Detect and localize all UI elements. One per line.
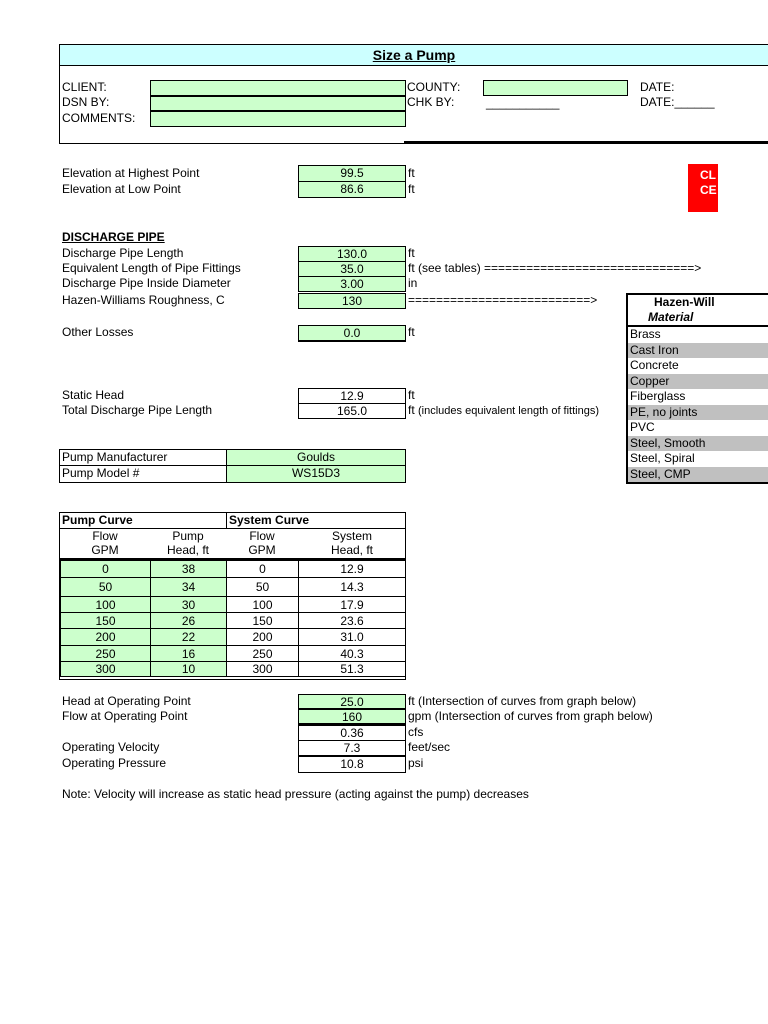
hazen-material-row: Concrete bbox=[628, 358, 768, 374]
velocity-unit: feet/sec bbox=[408, 740, 451, 754]
total-length-value: 165.0 bbox=[298, 403, 406, 419]
static-head-value: 12.9 bbox=[298, 388, 406, 404]
curve-cell: 250 bbox=[226, 645, 299, 662]
elev-high-label: Elevation at Highest Point bbox=[62, 166, 200, 180]
elev-high-input[interactable]: 99.5 bbox=[298, 165, 406, 182]
curve-cell: 23.6 bbox=[298, 612, 406, 629]
roughness-input[interactable]: 130 bbox=[298, 293, 406, 309]
curve-cell[interactable]: 10 bbox=[150, 661, 227, 677]
fittings-input[interactable]: 35.0 bbox=[298, 261, 406, 277]
curve-cell[interactable]: 100 bbox=[60, 596, 151, 613]
hazen-material-row: Steel, Spiral bbox=[628, 451, 768, 467]
flow-op-label: Flow at Operating Point bbox=[62, 709, 188, 723]
pressure-value: 10.8 bbox=[298, 756, 406, 773]
curve-cell[interactable]: 200 bbox=[60, 628, 151, 646]
total-length-note: (includes equivalent length of fittings) bbox=[418, 405, 600, 417]
date-label: DATE: bbox=[640, 80, 675, 94]
county-label: COUNTY: bbox=[407, 80, 461, 94]
client-input[interactable] bbox=[150, 80, 406, 96]
curve-table bbox=[59, 512, 406, 680]
hazen-material-row: Copper bbox=[628, 374, 768, 390]
other-losses-unit: ft bbox=[408, 325, 415, 339]
date2-label: DATE:______ bbox=[640, 95, 715, 109]
hazen-material-row: PVC bbox=[628, 420, 768, 436]
hazen-material-row: Fiberglass bbox=[628, 389, 768, 405]
cfs-unit: cfs bbox=[408, 725, 424, 739]
diameter-unit: in bbox=[408, 276, 418, 290]
hazen-material-row: Steel, CMP bbox=[628, 467, 768, 483]
curve-cell[interactable]: 0 bbox=[60, 560, 151, 578]
hazen-material-row: Steel, Smooth bbox=[628, 436, 768, 452]
pipe-length-label: Discharge Pipe Length bbox=[62, 246, 184, 260]
velocity-note: Note: Velocity will increase as static head pressure (acting against the pump) decreases bbox=[62, 787, 529, 801]
title-bar bbox=[60, 45, 768, 66]
curve-cell: 200 bbox=[226, 628, 299, 646]
col-flow-gpm-header: Flow GPM bbox=[91, 529, 119, 557]
curve-cell: 150 bbox=[226, 612, 299, 629]
diameter-input[interactable]: 3.00 bbox=[298, 276, 406, 292]
curve-title-divider-v bbox=[226, 513, 227, 528]
elev-low-unit: ft bbox=[408, 182, 415, 196]
hazen-material-row: Brass bbox=[628, 327, 768, 343]
curve-cell[interactable]: 30 bbox=[150, 596, 227, 613]
curve-cell: 31.0 bbox=[298, 628, 406, 646]
curve-cell: 300 bbox=[226, 661, 299, 677]
pump-model-label-cell bbox=[59, 465, 227, 483]
total-length-unit bbox=[408, 403, 599, 419]
pump-model-label: Pump Model # bbox=[62, 466, 140, 480]
dsn-label: DSN BY: bbox=[62, 95, 110, 109]
curve-cell: 14.3 bbox=[298, 577, 406, 597]
header-bottom-rule bbox=[404, 141, 768, 143]
fittings-unit: ft (see tables) ==============================> bbox=[408, 261, 702, 275]
head-op-unit: ft (Intersection of curves from graph below) bbox=[408, 694, 637, 708]
hazen-title: Hazen-Will bbox=[654, 295, 715, 309]
pump-curve-title: Pump Curve bbox=[62, 513, 133, 527]
pump-mfr-input[interactable]: Goulds bbox=[226, 449, 406, 466]
curve-cell[interactable]: 22 bbox=[150, 628, 227, 646]
elev-low-label: Elevation at Low Point bbox=[62, 182, 181, 196]
flow-op-unit: gpm (Intersection of curves from graph below) bbox=[408, 709, 653, 723]
roughness-label: Hazen-Williams Roughness, C bbox=[62, 293, 225, 307]
head-op-label: Head at Operating Point bbox=[62, 694, 191, 708]
head-op-input[interactable]: 25.0 bbox=[298, 694, 406, 710]
elev-low-input[interactable]: 86.6 bbox=[298, 181, 406, 198]
fittings-label: Equivalent Length of Pipe Fittings bbox=[62, 261, 241, 275]
other-losses-label: Other Losses bbox=[62, 325, 134, 339]
pipe-length-unit: ft bbox=[408, 246, 415, 260]
hazen-material-row: PE, no joints bbox=[628, 405, 768, 421]
velocity-label: Operating Velocity bbox=[62, 740, 160, 754]
col-system-head-header: System Head, ft bbox=[330, 529, 374, 557]
discharge-heading: DISCHARGE PIPE bbox=[62, 230, 165, 244]
hazen-material-row: Cast Iron bbox=[628, 343, 768, 359]
hazen-material-list bbox=[628, 327, 768, 482]
velocity-value: 7.3 bbox=[298, 740, 406, 756]
curve-cell[interactable]: 50 bbox=[60, 577, 151, 597]
dsn-input[interactable] bbox=[150, 96, 406, 111]
red-badge-line1: CL bbox=[700, 168, 716, 182]
comments-label: COMMENTS: bbox=[62, 111, 136, 125]
curve-cell[interactable]: 250 bbox=[60, 645, 151, 662]
chk-label: CHK BY: bbox=[407, 95, 455, 109]
red-badge-line2: CE bbox=[700, 183, 717, 197]
total-length-label: Total Discharge Pipe Length bbox=[62, 403, 213, 417]
other-losses-input[interactable]: 0.0 bbox=[298, 325, 406, 342]
curve-cell: 100 bbox=[226, 596, 299, 613]
comments-input[interactable] bbox=[150, 111, 406, 127]
elev-high-unit: ft bbox=[408, 166, 415, 180]
diameter-label: Discharge Pipe Inside Diameter bbox=[62, 276, 231, 290]
curve-cell[interactable]: 16 bbox=[150, 645, 227, 662]
flow-op-input[interactable]: 160 bbox=[298, 709, 406, 725]
client-label: CLIENT: bbox=[62, 80, 107, 94]
col-system-flow-header: Flow GPM bbox=[248, 529, 276, 557]
curve-cell: 51.3 bbox=[298, 661, 406, 677]
curve-cell[interactable]: 300 bbox=[60, 661, 151, 677]
pressure-label: Operating Pressure bbox=[62, 756, 167, 770]
curve-cell: 40.3 bbox=[298, 645, 406, 662]
curve-cell[interactable]: 26 bbox=[150, 612, 227, 629]
curve-cell: 12.9 bbox=[298, 560, 406, 578]
pump-mfr-label-cell bbox=[59, 449, 227, 466]
total-length-unit-text: ft bbox=[408, 403, 415, 417]
curve-cell: 17.9 bbox=[298, 596, 406, 613]
static-head-label: Static Head bbox=[62, 388, 125, 402]
pump-model-input[interactable]: WS15D3 bbox=[226, 465, 406, 483]
static-head-unit: ft bbox=[408, 388, 415, 402]
pipe-length-input[interactable]: 130.0 bbox=[298, 246, 406, 262]
curve-cell[interactable]: 150 bbox=[60, 612, 151, 629]
col-pump-head-header: Pump Head, ft bbox=[166, 529, 210, 557]
county-input[interactable] bbox=[483, 80, 628, 96]
hazen-table bbox=[626, 293, 768, 484]
roughness-arrow: ==========================> bbox=[408, 293, 598, 307]
curve-cell[interactable]: 38 bbox=[150, 560, 227, 578]
page-title: Size a Pump bbox=[372, 47, 456, 63]
pressure-unit: psi bbox=[408, 756, 424, 770]
hazen-subtitle: Material bbox=[648, 310, 694, 324]
cfs-value: 0.36 bbox=[298, 725, 406, 741]
chk-value[interactable]: ___________ bbox=[486, 96, 560, 110]
curve-cell[interactable]: 34 bbox=[150, 577, 227, 597]
pump-mfr-label: Pump Manufacturer bbox=[62, 450, 168, 464]
system-curve-title: System Curve bbox=[229, 513, 310, 527]
curve-cell: 0 bbox=[226, 560, 299, 578]
red-badge[interactable] bbox=[688, 164, 718, 212]
curve-cell: 50 bbox=[226, 577, 299, 597]
